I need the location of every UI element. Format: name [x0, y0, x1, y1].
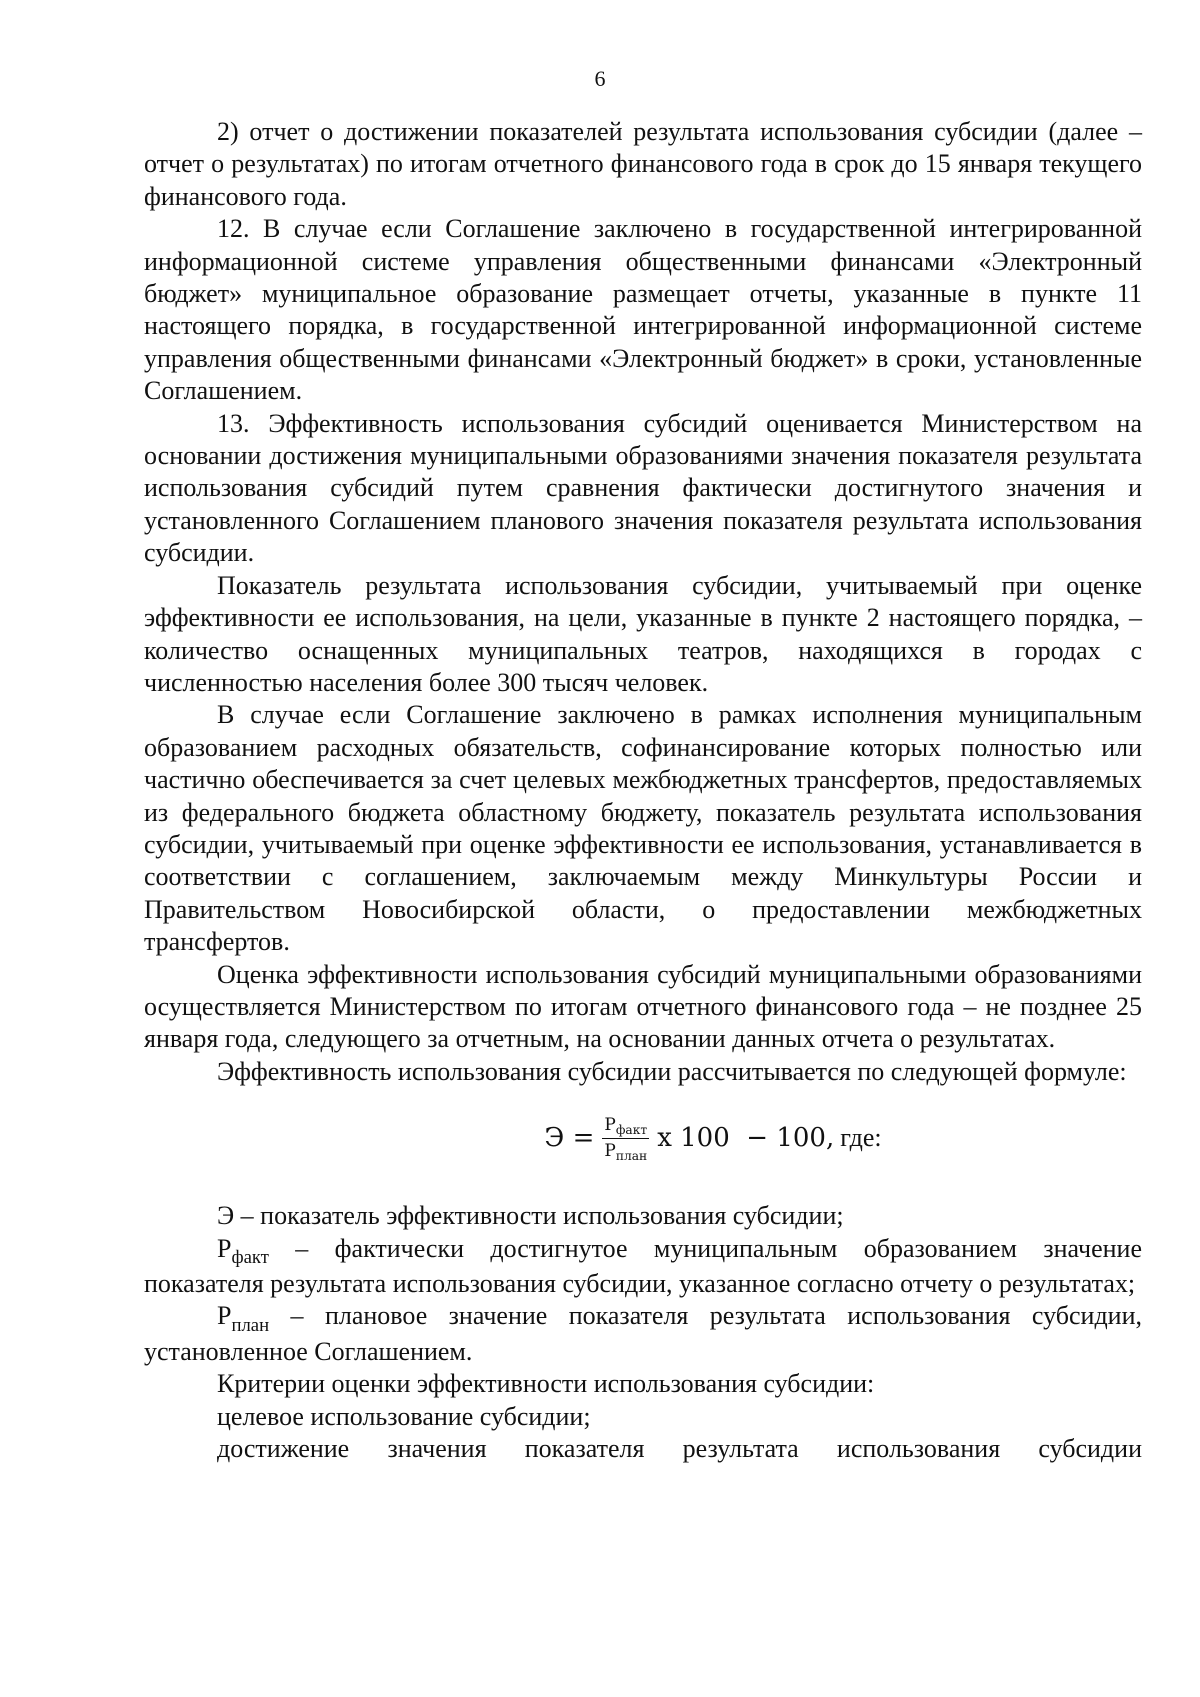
formula-denominator-symbol: Р — [604, 1141, 616, 1162]
efficiency-formula — [144, 1114, 1142, 1178]
definition-p-fact-symbol: Р — [217, 1233, 232, 1263]
criteria-item-target-use: целевое использование субсидии; — [217, 1401, 591, 1431]
paragraph-item-12: 12. В случае если Соглашение заключено в государственной интегрированной информационной системе управления общественными финансами «Электронный бюджет» муниципальное образование размещает отчеты, указанные в пункте 11 настоящего порядка, в государственной интегрированной информационной системе управления общественными финансами «Электронный бюджет» в сроки, установленные Соглашением. — [144, 214, 1142, 406]
formula-numerator-subscript: факт — [615, 1123, 648, 1138]
definition-e: Э – показатель эффективности использования субсидии; — [217, 1201, 844, 1231]
definition-p-plan-subscript: план — [231, 1314, 270, 1336]
criteria-title: Критерии оценки эффективности использования субсидии: — [217, 1369, 875, 1399]
document-body — [144, 116, 1142, 1465]
page-number: 6 — [594, 66, 606, 91]
definition-p-fact — [144, 1233, 1142, 1301]
definition-p-plan-symbol: Р — [217, 1301, 232, 1331]
paragraph-item-13: 13. Эффективность использования субсидий оценивается Министерством на основании достижения муниципальными образованиями значения показателя результата использования субсидий путем сравнения фактически достигнутого значения и установленного Соглашением планового значения показателя результата использования субсидии. — [144, 408, 1142, 568]
definition-p-fact-subscript: факт — [231, 1247, 269, 1269]
paragraph-assessment-deadline: Оценка эффективности использования субсидий муниципальными образованиями осуществляется Министерством по итогам отчетного финансового года – не позднее 25 января года, следующего за отчетным, на основании данных отчета о результатах. — [144, 959, 1142, 1054]
paragraph-federal-transfers: В случае если Соглашение заключено в рамках исполнения муниципальным образованием расходных обязательств, софинансирование которых полностью или частично обеспечивается за счет целевых межбюджетных трансфертов, предоставляемых из федерального бюджета областному бюджету, показатель результата использования субсидии, учитываемый при оценке эффективности ее использования, устанавливается в соответствии с соглашением, заключаемым между Минкультуры России и Правительством Новосибирской области, о предоставлении межбюджетных трансфертов. — [144, 700, 1142, 957]
formula-expression — [544, 1114, 881, 1163]
formula-suffix: где: — [840, 1123, 882, 1153]
formula-numerator — [602, 1114, 649, 1139]
formula-denominator — [602, 1139, 649, 1163]
paragraph-report-results: 2) отчет о достижении показателей результата использования субсидии (далее – отчет о результатах) по итогам отчетного финансового года в срок до 15 января текущего финансового года. — [144, 117, 1142, 211]
formula-numerator-symbol: Р — [604, 1115, 616, 1136]
formula-denominator-subscript: план — [615, 1149, 648, 1164]
formula-lhs: Э = — [544, 1123, 595, 1154]
paragraph-indicator: Показатель результата использования субсидии, учитываемый при оценке эффективности ее использования, на цели, указанные в пункте 2 настоящего порядка, – количество оснащенных муниципальных театров, находящихся в городах с численностью населения более 300 тысяч человек. — [144, 570, 1142, 697]
definition-p-fact-text: – фактически достигнутое муниципальным образованием значение показателя результата использования субсидии, указанное согласно отчету о результатах; — [144, 1233, 1142, 1298]
paragraph-formula-intro: Эффективность использования субсидии рассчитывается по следующей формуле: — [217, 1056, 1127, 1086]
definition-p-plan-text: – плановое значение показателя результата использования субсидии, установленное Соглашением. — [144, 1301, 1142, 1366]
criteria-item-indicator: достижение значения показателя результата использования субсидии — [217, 1434, 1142, 1464]
definition-p-plan — [144, 1300, 1142, 1368]
formula-fraction — [602, 1114, 649, 1163]
formula-rhs: х 100 − 100, — [657, 1123, 835, 1154]
